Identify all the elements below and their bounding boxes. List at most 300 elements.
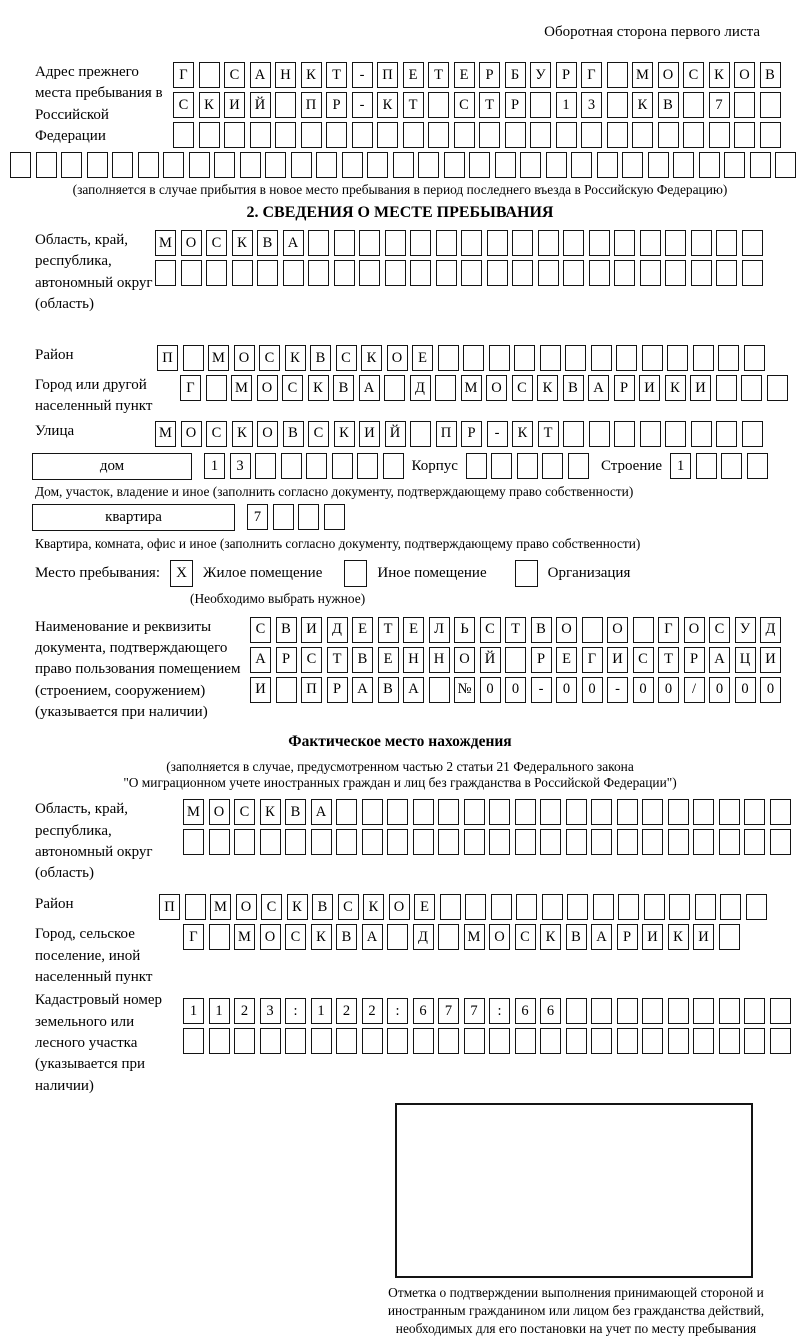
- char-cell[interactable]: [438, 924, 459, 950]
- char-cell[interactable]: [565, 345, 586, 371]
- char-cell[interactable]: Т: [538, 421, 559, 447]
- char-cell[interactable]: [413, 829, 434, 855]
- char-cell[interactable]: [255, 453, 276, 479]
- char-cell[interactable]: Е: [412, 345, 433, 371]
- char-cell[interactable]: [668, 799, 689, 825]
- char-cell[interactable]: Г: [581, 62, 602, 88]
- char-cell[interactable]: Г: [582, 647, 603, 673]
- char-cell[interactable]: Р: [327, 677, 348, 703]
- char-cell[interactable]: В: [336, 924, 357, 950]
- char-cell[interactable]: [540, 345, 561, 371]
- char-cell[interactable]: О: [181, 421, 202, 447]
- char-cell[interactable]: С: [285, 924, 306, 950]
- char-cell[interactable]: [719, 998, 740, 1024]
- char-cell[interactable]: [489, 345, 510, 371]
- char-cell[interactable]: [155, 260, 176, 286]
- char-cell[interactable]: М: [210, 894, 231, 920]
- char-cell[interactable]: [234, 829, 255, 855]
- char-cell[interactable]: [435, 375, 456, 401]
- char-cell[interactable]: [716, 260, 737, 286]
- char-cell[interactable]: Е: [403, 62, 424, 88]
- char-cell[interactable]: У: [735, 617, 756, 643]
- char-cell[interactable]: Г: [183, 924, 204, 950]
- char-cell[interactable]: С: [308, 421, 329, 447]
- char-cell[interactable]: 2: [234, 998, 255, 1024]
- char-cell[interactable]: [332, 453, 353, 479]
- char-cell[interactable]: С: [206, 230, 227, 256]
- char-cell[interactable]: В: [285, 799, 306, 825]
- char-cell[interactable]: [324, 504, 345, 530]
- char-cell[interactable]: [668, 1028, 689, 1054]
- char-cell[interactable]: Е: [454, 62, 475, 88]
- char-cell[interactable]: [770, 829, 791, 855]
- char-cell[interactable]: [505, 122, 526, 148]
- char-cell[interactable]: К: [632, 92, 653, 118]
- char-cell[interactable]: [568, 453, 589, 479]
- char-cell[interactable]: [209, 829, 230, 855]
- char-cell[interactable]: [377, 122, 398, 148]
- char-cell[interactable]: [593, 894, 614, 920]
- char-cell[interactable]: [336, 829, 357, 855]
- char-cell[interactable]: Й: [250, 92, 271, 118]
- char-cell[interactable]: [334, 230, 355, 256]
- char-cell[interactable]: [589, 260, 610, 286]
- char-cell[interactable]: [709, 122, 730, 148]
- char-cell[interactable]: [359, 260, 380, 286]
- char-cell[interactable]: К: [334, 421, 355, 447]
- char-cell[interactable]: А: [250, 647, 271, 673]
- char-cell[interactable]: [699, 152, 720, 178]
- char-cell[interactable]: [410, 421, 431, 447]
- char-cell[interactable]: [336, 1028, 357, 1054]
- char-cell[interactable]: [642, 998, 663, 1024]
- char-cell[interactable]: [464, 829, 485, 855]
- char-cell[interactable]: [582, 617, 603, 643]
- char-cell[interactable]: 6: [413, 998, 434, 1024]
- char-cell[interactable]: [750, 152, 771, 178]
- char-cell[interactable]: И: [607, 647, 628, 673]
- char-cell[interactable]: [260, 829, 281, 855]
- char-cell[interactable]: 1: [556, 92, 577, 118]
- char-cell[interactable]: [556, 122, 577, 148]
- char-cell[interactable]: [206, 375, 227, 401]
- char-cell[interactable]: [642, 799, 663, 825]
- char-cell[interactable]: -: [531, 677, 552, 703]
- char-cell[interactable]: К: [301, 62, 322, 88]
- char-cell[interactable]: Р: [326, 92, 347, 118]
- char-cell[interactable]: О: [236, 894, 257, 920]
- char-cell[interactable]: [183, 345, 204, 371]
- char-cell[interactable]: [276, 677, 297, 703]
- char-cell[interactable]: Р: [531, 647, 552, 673]
- char-cell[interactable]: [517, 453, 538, 479]
- char-cell[interactable]: [571, 152, 592, 178]
- char-cell[interactable]: Л: [429, 617, 450, 643]
- char-cell[interactable]: [540, 799, 561, 825]
- char-cell[interactable]: К: [709, 62, 730, 88]
- char-cell[interactable]: Д: [327, 617, 348, 643]
- char-cell[interactable]: И: [642, 924, 663, 950]
- char-cell[interactable]: М: [155, 230, 176, 256]
- char-cell[interactable]: Р: [614, 375, 635, 401]
- char-cell[interactable]: 2: [362, 998, 383, 1024]
- char-cell[interactable]: Н: [275, 62, 296, 88]
- char-cell[interactable]: [658, 122, 679, 148]
- char-cell[interactable]: [691, 421, 712, 447]
- char-cell[interactable]: [693, 345, 714, 371]
- char-cell[interactable]: [693, 998, 714, 1024]
- char-cell[interactable]: [275, 122, 296, 148]
- char-cell[interactable]: М: [234, 924, 255, 950]
- char-cell[interactable]: [744, 799, 765, 825]
- char-cell[interactable]: [770, 998, 791, 1024]
- char-cell[interactable]: А: [311, 799, 332, 825]
- char-cell[interactable]: С: [633, 647, 654, 673]
- char-cell[interactable]: [512, 230, 533, 256]
- char-cell[interactable]: Е: [352, 617, 373, 643]
- char-cell[interactable]: К: [308, 375, 329, 401]
- char-cell[interactable]: [357, 453, 378, 479]
- char-cell[interactable]: [291, 152, 312, 178]
- char-cell[interactable]: В: [312, 894, 333, 920]
- residential-checkbox[interactable]: X: [170, 560, 193, 587]
- char-cell[interactable]: [719, 924, 740, 950]
- char-cell[interactable]: [438, 829, 459, 855]
- char-cell[interactable]: В: [283, 421, 304, 447]
- char-cell[interactable]: Р: [617, 924, 638, 950]
- char-cell[interactable]: [567, 894, 588, 920]
- char-cell[interactable]: Д: [413, 924, 434, 950]
- char-cell[interactable]: [538, 260, 559, 286]
- char-cell[interactable]: И: [690, 375, 711, 401]
- char-cell[interactable]: М: [464, 924, 485, 950]
- char-cell[interactable]: Е: [556, 647, 577, 673]
- char-cell[interactable]: [387, 1028, 408, 1054]
- char-cell[interactable]: [665, 260, 686, 286]
- char-cell[interactable]: О: [260, 924, 281, 950]
- char-cell[interactable]: 1: [183, 998, 204, 1024]
- char-cell[interactable]: [298, 504, 319, 530]
- char-cell[interactable]: [436, 260, 457, 286]
- char-cell[interactable]: А: [403, 677, 424, 703]
- char-cell[interactable]: [209, 924, 230, 950]
- char-cell[interactable]: П: [377, 62, 398, 88]
- char-cell[interactable]: [283, 260, 304, 286]
- char-cell[interactable]: К: [285, 345, 306, 371]
- char-cell[interactable]: О: [389, 894, 410, 920]
- char-cell[interactable]: [260, 1028, 281, 1054]
- char-cell[interactable]: [173, 122, 194, 148]
- char-cell[interactable]: Р: [461, 421, 482, 447]
- char-cell[interactable]: [138, 152, 159, 178]
- char-cell[interactable]: В: [352, 647, 373, 673]
- char-cell[interactable]: :: [489, 998, 510, 1024]
- char-cell[interactable]: 1: [311, 998, 332, 1024]
- char-cell[interactable]: О: [257, 375, 278, 401]
- char-cell[interactable]: [359, 230, 380, 256]
- char-cell[interactable]: [617, 998, 638, 1024]
- char-cell[interactable]: [410, 260, 431, 286]
- char-cell[interactable]: [181, 260, 202, 286]
- char-cell[interactable]: [334, 260, 355, 286]
- char-cell[interactable]: П: [301, 92, 322, 118]
- char-cell[interactable]: К: [199, 92, 220, 118]
- char-cell[interactable]: [112, 152, 133, 178]
- char-cell[interactable]: [607, 92, 628, 118]
- char-cell[interactable]: [591, 829, 612, 855]
- char-cell[interactable]: О: [658, 62, 679, 88]
- char-cell[interactable]: М: [461, 375, 482, 401]
- char-cell[interactable]: [741, 375, 762, 401]
- char-cell[interactable]: [530, 92, 551, 118]
- char-cell[interactable]: [387, 799, 408, 825]
- char-cell[interactable]: [691, 230, 712, 256]
- char-cell[interactable]: [683, 122, 704, 148]
- char-cell[interactable]: [746, 894, 767, 920]
- char-cell[interactable]: К: [287, 894, 308, 920]
- char-cell[interactable]: [566, 829, 587, 855]
- char-cell[interactable]: П: [159, 894, 180, 920]
- char-cell[interactable]: [362, 1028, 383, 1054]
- char-cell[interactable]: С: [234, 799, 255, 825]
- char-cell[interactable]: [36, 152, 57, 178]
- char-cell[interactable]: [61, 152, 82, 178]
- char-cell[interactable]: [281, 453, 302, 479]
- char-cell[interactable]: Т: [658, 647, 679, 673]
- char-cell[interactable]: К: [668, 924, 689, 950]
- char-cell[interactable]: [633, 617, 654, 643]
- char-cell[interactable]: [463, 345, 484, 371]
- char-cell[interactable]: [581, 122, 602, 148]
- char-cell[interactable]: [566, 1028, 587, 1054]
- char-cell[interactable]: [385, 260, 406, 286]
- char-cell[interactable]: [487, 230, 508, 256]
- char-cell[interactable]: [465, 894, 486, 920]
- char-cell[interactable]: В: [566, 924, 587, 950]
- char-cell[interactable]: [734, 92, 755, 118]
- char-cell[interactable]: О: [234, 345, 255, 371]
- char-cell[interactable]: [716, 421, 737, 447]
- char-cell[interactable]: 7: [438, 998, 459, 1024]
- char-cell[interactable]: С: [206, 421, 227, 447]
- char-cell[interactable]: [767, 375, 788, 401]
- char-cell[interactable]: Т: [479, 92, 500, 118]
- char-cell[interactable]: Г: [658, 617, 679, 643]
- char-cell[interactable]: [444, 152, 465, 178]
- char-cell[interactable]: С: [512, 375, 533, 401]
- char-cell[interactable]: [214, 152, 235, 178]
- char-cell[interactable]: Е: [378, 647, 399, 673]
- char-cell[interactable]: А: [591, 924, 612, 950]
- char-cell[interactable]: [542, 894, 563, 920]
- char-cell[interactable]: [387, 924, 408, 950]
- char-cell[interactable]: [591, 998, 612, 1024]
- char-cell[interactable]: О: [607, 617, 628, 643]
- char-cell[interactable]: [206, 260, 227, 286]
- char-cell[interactable]: К: [260, 799, 281, 825]
- char-cell[interactable]: [644, 894, 665, 920]
- char-cell[interactable]: В: [563, 375, 584, 401]
- char-cell[interactable]: 0: [582, 677, 603, 703]
- char-cell[interactable]: [479, 122, 500, 148]
- char-cell[interactable]: [352, 122, 373, 148]
- char-cell[interactable]: [429, 677, 450, 703]
- char-cell[interactable]: [410, 230, 431, 256]
- char-cell[interactable]: [336, 799, 357, 825]
- char-cell[interactable]: 0: [480, 677, 501, 703]
- char-cell[interactable]: [189, 152, 210, 178]
- char-cell[interactable]: [719, 1028, 740, 1054]
- char-cell[interactable]: 1: [204, 453, 225, 479]
- char-cell[interactable]: [720, 894, 741, 920]
- char-cell[interactable]: [505, 647, 526, 673]
- char-cell[interactable]: А: [359, 375, 380, 401]
- char-cell[interactable]: [648, 152, 669, 178]
- char-cell[interactable]: [10, 152, 31, 178]
- char-cell[interactable]: [183, 829, 204, 855]
- char-cell[interactable]: И: [301, 617, 322, 643]
- char-cell[interactable]: 0: [760, 677, 781, 703]
- char-cell[interactable]: [591, 345, 612, 371]
- char-cell[interactable]: [617, 829, 638, 855]
- char-cell[interactable]: Р: [479, 62, 500, 88]
- char-cell[interactable]: М: [155, 421, 176, 447]
- char-cell[interactable]: [640, 230, 661, 256]
- char-cell[interactable]: Р: [276, 647, 297, 673]
- char-cell[interactable]: [540, 1028, 561, 1054]
- char-cell[interactable]: [742, 260, 763, 286]
- char-cell[interactable]: [668, 829, 689, 855]
- char-cell[interactable]: [428, 92, 449, 118]
- char-cell[interactable]: В: [333, 375, 354, 401]
- char-cell[interactable]: [607, 122, 628, 148]
- char-cell[interactable]: -: [352, 92, 373, 118]
- char-cell[interactable]: [491, 894, 512, 920]
- char-cell[interactable]: [413, 1028, 434, 1054]
- char-cell[interactable]: [718, 345, 739, 371]
- char-cell[interactable]: [487, 260, 508, 286]
- char-cell[interactable]: [716, 375, 737, 401]
- char-cell[interactable]: [563, 230, 584, 256]
- char-cell[interactable]: К: [540, 924, 561, 950]
- char-cell[interactable]: [716, 230, 737, 256]
- char-cell[interactable]: [436, 230, 457, 256]
- char-cell[interactable]: [665, 230, 686, 256]
- char-cell[interactable]: /: [684, 677, 705, 703]
- char-cell[interactable]: О: [734, 62, 755, 88]
- char-cell[interactable]: Г: [173, 62, 194, 88]
- char-cell[interactable]: [512, 260, 533, 286]
- char-cell[interactable]: С: [336, 345, 357, 371]
- char-cell[interactable]: О: [257, 421, 278, 447]
- char-cell[interactable]: К: [311, 924, 332, 950]
- char-cell[interactable]: [591, 1028, 612, 1054]
- char-cell[interactable]: [440, 894, 461, 920]
- char-cell[interactable]: [589, 421, 610, 447]
- char-cell[interactable]: [691, 260, 712, 286]
- char-cell[interactable]: О: [181, 230, 202, 256]
- char-cell[interactable]: [744, 345, 765, 371]
- char-cell[interactable]: П: [436, 421, 457, 447]
- char-cell[interactable]: К: [232, 421, 253, 447]
- char-cell[interactable]: 3: [581, 92, 602, 118]
- char-cell[interactable]: [719, 799, 740, 825]
- char-cell[interactable]: [563, 260, 584, 286]
- char-cell[interactable]: [760, 122, 781, 148]
- char-cell[interactable]: К: [665, 375, 686, 401]
- char-cell[interactable]: [693, 829, 714, 855]
- char-cell[interactable]: [719, 829, 740, 855]
- char-cell[interactable]: М: [208, 345, 229, 371]
- char-cell[interactable]: [489, 799, 510, 825]
- char-cell[interactable]: [516, 894, 537, 920]
- char-cell[interactable]: Ь: [454, 617, 475, 643]
- char-cell[interactable]: У: [530, 62, 551, 88]
- char-cell[interactable]: 7: [247, 504, 268, 530]
- char-cell[interactable]: [495, 152, 516, 178]
- char-cell[interactable]: [454, 122, 475, 148]
- char-cell[interactable]: [250, 122, 271, 148]
- char-cell[interactable]: А: [709, 647, 730, 673]
- char-cell[interactable]: [622, 152, 643, 178]
- char-cell[interactable]: [734, 122, 755, 148]
- char-cell[interactable]: [301, 122, 322, 148]
- char-cell[interactable]: Р: [505, 92, 526, 118]
- char-cell[interactable]: Р: [556, 62, 577, 88]
- char-cell[interactable]: К: [512, 421, 533, 447]
- char-cell[interactable]: Д: [760, 617, 781, 643]
- char-cell[interactable]: Т: [403, 92, 424, 118]
- char-cell[interactable]: 0: [735, 677, 756, 703]
- char-cell[interactable]: [491, 453, 512, 479]
- char-cell[interactable]: [640, 421, 661, 447]
- char-cell[interactable]: [566, 998, 587, 1024]
- char-cell[interactable]: М: [632, 62, 653, 88]
- char-cell[interactable]: К: [537, 375, 558, 401]
- char-cell[interactable]: [673, 152, 694, 178]
- char-cell[interactable]: [438, 1028, 459, 1054]
- char-cell[interactable]: Т: [378, 617, 399, 643]
- char-cell[interactable]: П: [157, 345, 178, 371]
- char-cell[interactable]: [770, 1028, 791, 1054]
- char-cell[interactable]: [489, 1028, 510, 1054]
- char-cell[interactable]: [367, 152, 388, 178]
- char-cell[interactable]: [665, 421, 686, 447]
- char-cell[interactable]: [224, 122, 245, 148]
- char-cell[interactable]: [566, 799, 587, 825]
- char-cell[interactable]: Н: [403, 647, 424, 673]
- char-cell[interactable]: [515, 1028, 536, 1054]
- char-cell[interactable]: В: [378, 677, 399, 703]
- char-cell[interactable]: [311, 1028, 332, 1054]
- char-cell[interactable]: С: [261, 894, 282, 920]
- char-cell[interactable]: [461, 260, 482, 286]
- char-cell[interactable]: Н: [429, 647, 450, 673]
- char-cell[interactable]: В: [257, 230, 278, 256]
- char-cell[interactable]: [326, 122, 347, 148]
- char-cell[interactable]: А: [362, 924, 383, 950]
- char-cell[interactable]: №: [454, 677, 475, 703]
- char-cell[interactable]: С: [224, 62, 245, 88]
- char-cell[interactable]: [285, 1028, 306, 1054]
- char-cell[interactable]: Т: [326, 62, 347, 88]
- char-cell[interactable]: [668, 998, 689, 1024]
- char-cell[interactable]: [387, 829, 408, 855]
- char-cell[interactable]: С: [301, 647, 322, 673]
- char-cell[interactable]: [589, 230, 610, 256]
- char-cell[interactable]: 3: [260, 998, 281, 1024]
- char-cell[interactable]: [760, 92, 781, 118]
